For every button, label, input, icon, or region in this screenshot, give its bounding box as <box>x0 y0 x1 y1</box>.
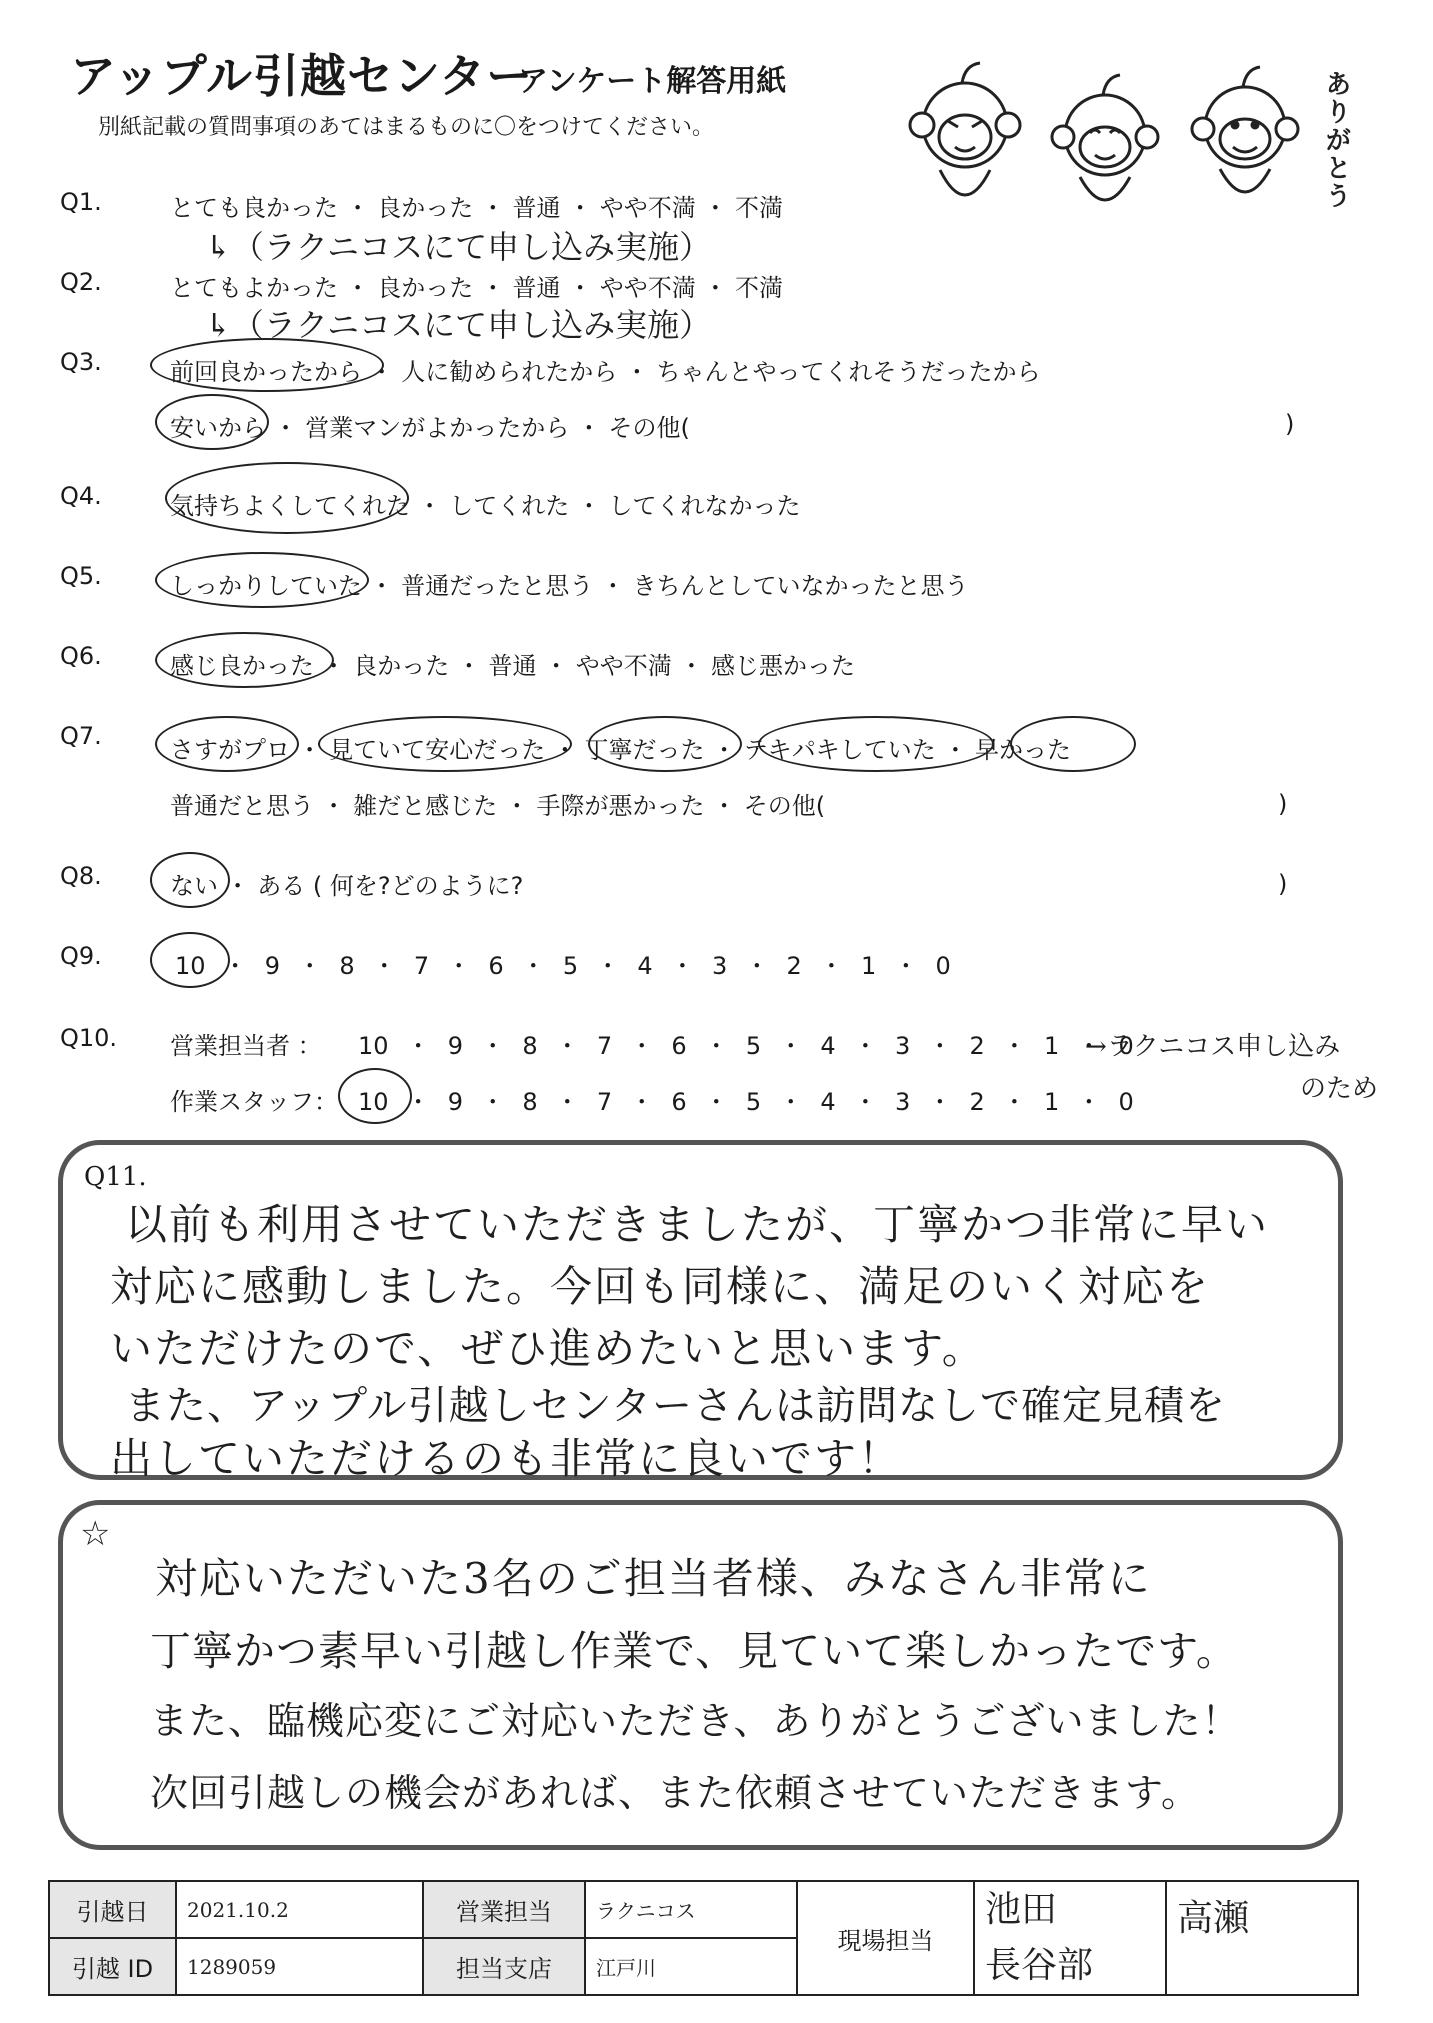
q2-options: とてもよかった ・ 良かった ・ 普通 ・ やや不満 ・ 不満 <box>170 274 784 302</box>
q4-options: 気持ちよくしてくれた ・ してくれた ・ してくれなかった <box>170 492 801 520</box>
star-comment-line-2: 丁寧かつ素早い引越し作業で、見ていて楽しかったです。 <box>150 1627 1238 1675</box>
q5-selected-circle <box>155 552 369 608</box>
q7-selected-circle-tekipaki <box>758 716 994 772</box>
q8-paren-close: ) <box>1278 870 1288 898</box>
star-comment-line-4: 次回引越しの機会があれば、また依頼させていただきます。 <box>150 1771 1200 1815</box>
branch-value: 江戸川 <box>585 1938 797 1995</box>
q9-selected-circle <box>150 932 230 988</box>
q10-staff-label: 作業スタッフ： <box>170 1088 338 1116</box>
site-staff-3: 長谷部 <box>985 1945 1094 1986</box>
q3-selected-circle <box>150 338 384 392</box>
q3-label: Q3. <box>60 348 102 376</box>
q1-label: Q1. <box>60 188 102 216</box>
q5-options: しっかりしていた ・ 普通だったと思う ・ きちんとしていなかったと思う <box>170 572 969 600</box>
star-comment-line-3: また、臨機応変にご対応いただき、ありがとうございました！ <box>150 1699 1241 1743</box>
q3-paren-close: ) <box>1285 410 1295 438</box>
q8-label: Q8. <box>60 862 102 890</box>
q9-scale: 10 ・ 9 ・ 8 ・ 7 ・ 6 ・ 5 ・ 4 ・ 3 ・ 2 ・ 1 ・ 0 <box>175 952 951 980</box>
survey-subtitle: アンケート解答用紙 <box>518 64 787 99</box>
star-icon: ☆ <box>80 1514 111 1554</box>
site-staff-label: 現場担当 <box>797 1881 974 1995</box>
survey-title: アップル引越センター <box>70 49 534 103</box>
q4-label: Q4. <box>60 482 102 510</box>
site-staff-1: 池田 <box>985 1889 1058 1930</box>
footer-info-table <box>48 1880 1359 1996</box>
q1-options: とても良かった ・ 良かった ・ 普通 ・ やや不満 ・ 不満 <box>170 194 784 222</box>
q11-line-1: 以前も利用させていただきましたが、丁寧かつ非常に早い <box>125 1200 1270 1249</box>
q7-selected-circle-pro <box>155 716 299 772</box>
site-staff-2: 高瀬 <box>1166 1881 1358 1995</box>
monkey-mascot-right-icon <box>1192 67 1298 192</box>
q8-options: ない ・ ある ( 何を?どのように? <box>170 872 524 900</box>
q7-label: Q7. <box>60 722 102 750</box>
move-id-label: 引越 ID <box>49 1938 176 1995</box>
move-date-label: 引越日 <box>49 1881 176 1938</box>
site-staff-cell-1 <box>974 1881 1166 1995</box>
q11-line-2: 対応に感動しました。今回も同様に、満足のいく対応を <box>110 1262 1211 1311</box>
mascot-caption: ありがとう <box>1321 70 1351 210</box>
q7-paren-close: ) <box>1278 790 1288 818</box>
q10-sales-scale: 10 ・ 9 ・ 8 ・ 7 ・ 6 ・ 5 ・ 4 ・ 3 ・ 2 ・ 1 ・ 0 <box>358 1032 1134 1060</box>
monkey-mascots-illustration <box>900 55 1330 225</box>
q6-label: Q6. <box>60 642 102 670</box>
sales-label: 営業担当 <box>423 1881 585 1938</box>
q5-label: Q5. <box>60 562 102 590</box>
q10-staff-scale: 10 ・ 9 ・ 8 ・ 7 ・ 6 ・ 5 ・ 4 ・ 3 ・ 2 ・ 1 ・ 0 <box>358 1088 1134 1116</box>
q7-options-line2: 普通だと思う ・ 雑だと感じた ・ 手際が悪かった ・ その他( <box>170 792 826 820</box>
q11-line-5: 出していただけるのも非常に良いです！ <box>110 1434 903 1483</box>
q7-options-line1: さすがプロ ・ 見ていて安心だった ・ 丁寧だった ・ テキパキしていた ・ 早かった <box>170 736 1072 764</box>
sales-value: ラクニコス <box>585 1881 797 1938</box>
q2-label: Q2. <box>60 268 102 296</box>
branch-label: 担当支店 <box>423 1938 585 1995</box>
monkey-mascot-left-icon <box>910 63 1020 195</box>
q3-options-line2: 安いから ・ 営業マンがよかったから ・ その他( <box>170 414 690 442</box>
q11-line-4: また、アップル引越しセンターさんは訪問なしで確定見積を <box>125 1383 1226 1429</box>
star-comment-line-1: 対応いただいた3名のご担当者様、みなさん非常に <box>155 1554 1152 1603</box>
q2-handwritten-note: ↳（ラクニコスにて申し込み実施） <box>205 306 712 344</box>
q3-selected-circle-2 <box>155 394 269 450</box>
q11-label: Q11. <box>84 1162 147 1192</box>
instruction-text: 別紙記載の質問事項のあてはまるものに〇をつけてください。 <box>98 115 715 140</box>
q7-selected-circle-anshin <box>318 716 572 772</box>
q6-options: 感じ良かった ・ 良かった ・ 普通 ・ やや不満 ・ 感じ悪かった <box>170 652 856 680</box>
monkey-mascot-middle-icon <box>1052 75 1158 200</box>
q6-selected-circle <box>155 632 334 688</box>
q7-selected-circle-hayai <box>1010 716 1136 772</box>
q11-line-3: いただけたので、ぜひ進めたいと思います。 <box>110 1324 986 1373</box>
q7-selected-circle-teinei <box>588 716 742 772</box>
move-id-value: 1289059 <box>176 1938 423 1995</box>
q10-staff-selected-circle <box>338 1068 412 1124</box>
q10-label: Q10. <box>60 1024 118 1052</box>
q9-label: Q9. <box>60 942 102 970</box>
q10-note-line1: →ラクニコス申し込み <box>1085 1032 1341 1062</box>
q1-handwritten-note: ↳（ラクニコスにて申し込み実施） <box>205 228 712 266</box>
q10-sales-label: 営業担当者 ： <box>170 1032 322 1060</box>
q3-options-line1: 前回良かったから ・ 人に勧められたから ・ ちゃんとやってくれそうだったから <box>170 358 1041 386</box>
q8-selected-circle <box>150 852 230 908</box>
q4-selected-circle <box>165 462 409 534</box>
move-date-value: 2021.10.2 <box>176 1881 423 1938</box>
q10-note-line2: のため <box>1300 1074 1379 1104</box>
